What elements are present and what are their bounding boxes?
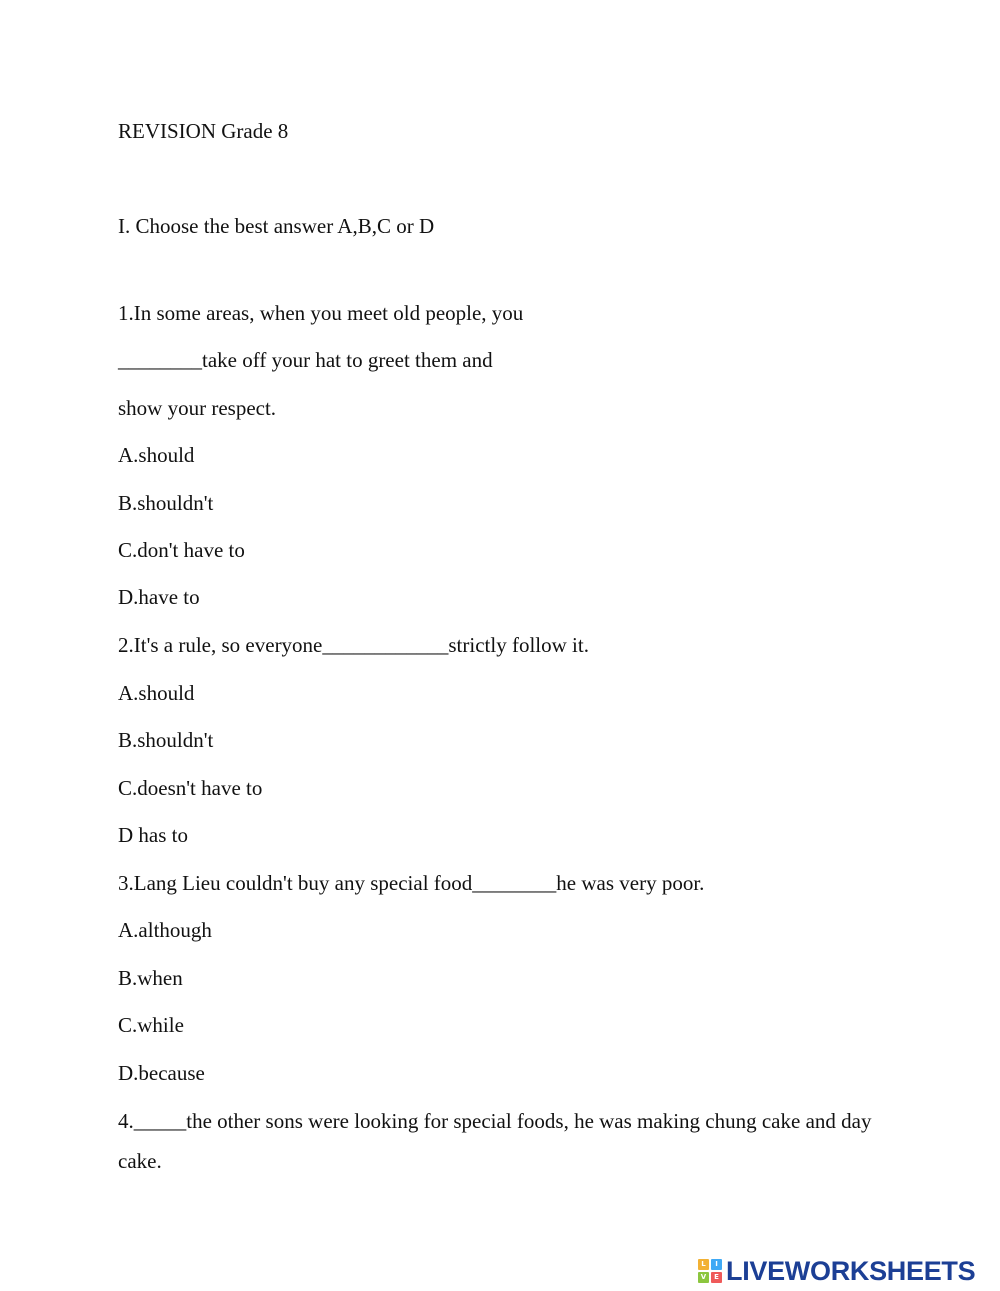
- question-2-option-b[interactable]: B.shouldn't: [118, 728, 214, 752]
- question-3-text: 3.Lang Lieu couldn't buy any special food________he was very poor.: [118, 871, 705, 895]
- question-1-line-3: show your respect.: [118, 396, 277, 420]
- logo-block: V: [698, 1272, 709, 1283]
- instruction-heading: I. Choose the best answer A,B,C or D: [118, 214, 435, 238]
- question-3-option-c[interactable]: C.while: [118, 1013, 184, 1037]
- question-3-option-b[interactable]: B.when: [118, 966, 183, 990]
- question-4-text: 4._____the other sons were looking for special foods, he was making chung cake and day cake.: [118, 1109, 872, 1173]
- question-2-option-c[interactable]: C.doesn't have to: [118, 776, 263, 800]
- logo-wordmark: LIVEWORKSHEETS: [726, 1256, 976, 1286]
- liveworksheets-logo[interactable]: [698, 1257, 975, 1285]
- question-1-option-a[interactable]: A.should: [118, 443, 195, 467]
- logo-blocks-icon: [698, 1259, 722, 1283]
- logo-block: I: [711, 1259, 722, 1270]
- question-3-option-a[interactable]: A.although: [118, 918, 212, 942]
- question-2-text: 2.It's a rule, so everyone____________strictly follow it.: [118, 633, 589, 657]
- question-1-option-c[interactable]: C.don't have to: [118, 538, 245, 562]
- question-2-option-d[interactable]: D has to: [118, 823, 188, 847]
- worksheet-title: REVISION Grade 8: [118, 119, 289, 143]
- logo-block: L: [698, 1259, 709, 1270]
- question-1-line-1: 1.In some areas, when you meet old people, you: [118, 301, 524, 325]
- question-3-option-d[interactable]: D.because: [118, 1061, 205, 1085]
- logo-block: E: [711, 1272, 722, 1283]
- question-1-option-d[interactable]: D.have to: [118, 585, 200, 609]
- question-1-line-2: ________take off your hat to greet them and: [118, 348, 493, 372]
- question-2-option-a[interactable]: A.should: [118, 681, 195, 705]
- question-1-option-b[interactable]: B.shouldn't: [118, 491, 214, 515]
